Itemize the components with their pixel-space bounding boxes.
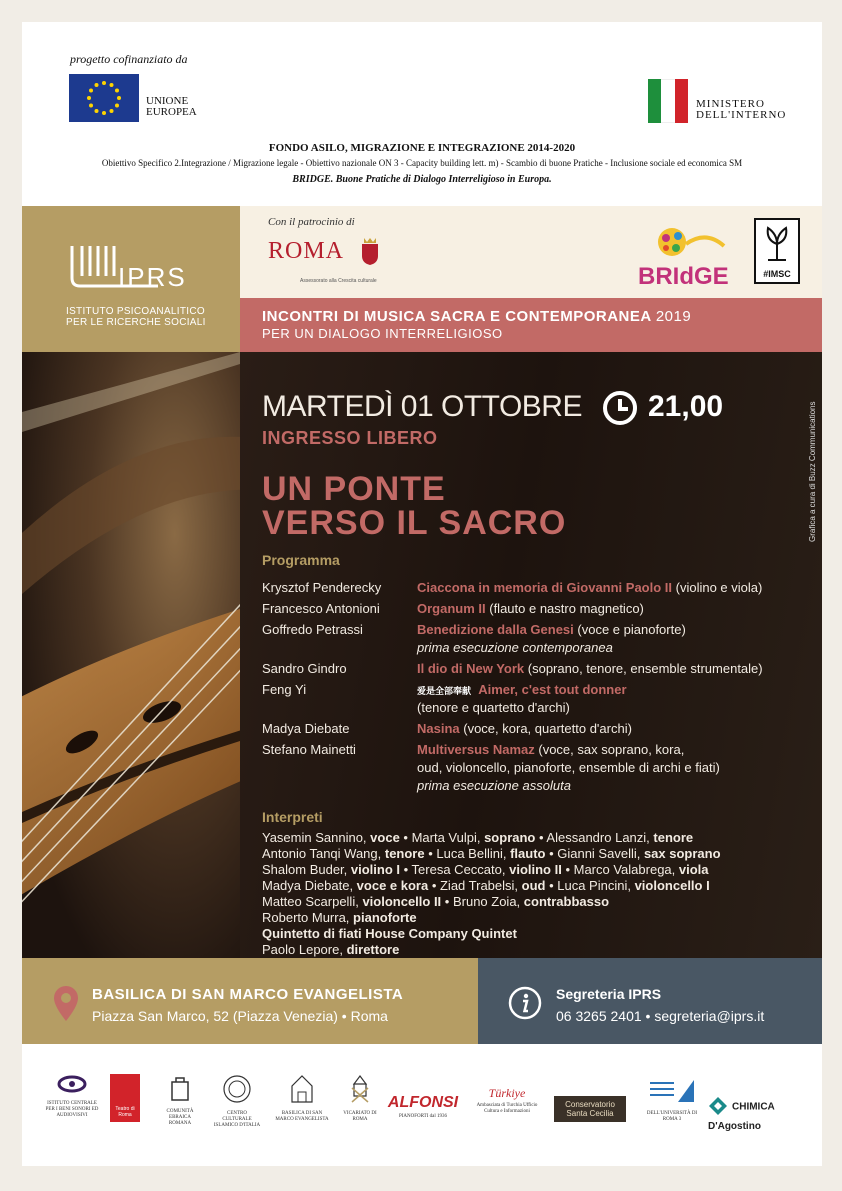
performer-name: • Luca Pincini, xyxy=(545,878,635,893)
composer: Feng Yi xyxy=(262,682,307,697)
sponsor-logo-teatro xyxy=(110,1074,144,1122)
performer-name: • Teresa Ceccato, xyxy=(400,862,510,877)
sponsor-logo-roma3 xyxy=(642,1076,702,1123)
sponsor-name: Teatro di Roma xyxy=(110,1074,140,1122)
performer-line xyxy=(262,878,710,894)
detail: (soprano, tenore, ensemble strumentale) xyxy=(524,661,763,676)
bridge-line: BRIDGE. Buone Pratiche di Dialogo Interreligioso in Europa. xyxy=(292,174,552,185)
program-note: oud, violoncello, pianoforte, ensemble di archi e fiati) xyxy=(417,760,720,775)
series-title xyxy=(262,308,691,325)
performer-line xyxy=(262,830,693,846)
ministry-label xyxy=(696,99,786,121)
event-date: MARTEDÌ 01 OTTOBRE xyxy=(262,390,582,423)
sponsor-name: BASILICA DI SAN MARCO EVANGELISTA xyxy=(275,1111,329,1122)
sponsor-name: DELL'UNIVERSITÀ DI ROMA 3 xyxy=(646,1111,698,1122)
patronage-label: Con il patrocinio di xyxy=(268,216,355,228)
venue-name: BASILICA DI SAN MARCO EVANGELISTA xyxy=(92,986,404,1003)
performer-name: • Marta Vulpi, xyxy=(399,830,485,845)
eu-line1: UNIONE xyxy=(146,95,189,107)
credit-text: Grafica a cura di Buzz Communications xyxy=(808,401,817,542)
event-time: 21,00 xyxy=(648,390,724,423)
performer-role: flauto xyxy=(510,846,546,861)
work: Benedizione dalla Genesi xyxy=(417,622,574,637)
imsc-text: #IMSC xyxy=(763,269,791,279)
performer-name: • Ziad Trabelsi, xyxy=(428,878,522,893)
detail: (violino e viola) xyxy=(672,580,763,595)
venue-block xyxy=(22,958,478,1044)
sponsor-name: ISTITUTO CENTRALE PER I BENI SONORI ED AUDIOVISIVI xyxy=(45,1101,99,1118)
sponsor-logo-vicariato xyxy=(340,1074,380,1123)
performer-name: Matteo Scarpelli, xyxy=(262,894,363,909)
title-line2: VERSO IL SACRO xyxy=(262,504,567,542)
composer: Madya Diebate xyxy=(262,721,350,736)
iprs-name: IPRS xyxy=(118,262,187,292)
performers-heading: Interpreti xyxy=(262,809,323,825)
program-heading: Programma xyxy=(262,552,340,568)
ministry-line1: MINISTERO xyxy=(696,98,765,110)
eu-line2: EUROPEA xyxy=(146,106,197,118)
contact-block xyxy=(478,958,822,1044)
poster xyxy=(22,22,822,1166)
composer: Sandro Gindro xyxy=(262,661,347,676)
eu-label xyxy=(146,96,197,118)
detail: (voce e pianoforte) xyxy=(573,622,686,637)
objective-text: Obiettivo Specifico 2.Integrazione / Migrazione legale - Obiettivo nazionale ON 3 - Capacity building lett. m) - Scambio di buone Pratiche - Inclusione sociale ed economica SM xyxy=(101,158,743,168)
performer-role: voce e kora xyxy=(356,878,429,893)
performer-role: contrabbasso xyxy=(523,894,610,909)
performer-name: • Gianni Savelli, xyxy=(545,846,644,861)
performer-role: violino I xyxy=(350,862,401,877)
performer-name: Yasemin Sannino, xyxy=(262,830,371,845)
contact-details: 06 3265 2401 • segreteria@iprs.it xyxy=(556,1008,765,1024)
composer: Stefano Mainetti xyxy=(262,742,356,757)
program-row xyxy=(262,622,686,637)
violin-photo xyxy=(22,352,240,958)
roma-crest-icon xyxy=(360,236,380,271)
performer-name: Antonio Tanqi Wang, xyxy=(262,846,385,861)
ministry-line2: DELL'INTERNO xyxy=(696,109,787,121)
eu-flag-icon xyxy=(69,74,139,122)
roma-logo: ROMA xyxy=(268,238,345,264)
sponsor-name: VICARIATO DI ROMA xyxy=(343,1111,377,1122)
program-note: (tenore e quartetto d'archi) xyxy=(417,700,570,715)
work: Organum II xyxy=(417,601,486,616)
sponsor-logo-turchia xyxy=(470,1086,544,1115)
composer: Francesco Antonioni xyxy=(262,601,380,616)
program-row xyxy=(262,721,632,736)
event-title xyxy=(262,472,566,540)
performer-role: sax soprano xyxy=(643,846,721,861)
clock-icon xyxy=(602,390,638,431)
sponsor-logo-basilica xyxy=(272,1074,332,1123)
series-year: 2019 xyxy=(655,308,692,325)
performer-role: Quintetto di fiati House Company Quintet xyxy=(262,926,517,941)
performer-name: Roberto Murra, xyxy=(262,910,354,925)
contact-title: Segreteria IPRS xyxy=(556,986,662,1002)
performer-line xyxy=(262,926,517,942)
imsc-logo xyxy=(754,218,800,284)
entry-label: INGRESSO LIBERO xyxy=(262,428,438,448)
title-line1: UN PONTE xyxy=(262,470,446,508)
composer: Krysztof Penderecky xyxy=(262,580,382,595)
detail: (voce, kora, quartetto d'archi) xyxy=(459,721,632,736)
project-text: progetto cofinanziato da xyxy=(70,52,188,66)
graphic-credit xyxy=(808,372,820,542)
work: Nasina xyxy=(417,721,460,736)
event-panel xyxy=(240,352,822,958)
sponsor-logo-comunita xyxy=(158,1074,202,1127)
performer-line xyxy=(262,894,609,910)
work: Aimer, c'est tout donner xyxy=(478,682,627,697)
performer-role: violoncello I xyxy=(634,878,710,893)
map-pin-icon xyxy=(52,984,80,1027)
detail: (voce, sax soprano, kora, xyxy=(534,742,685,757)
performer-role: tenore xyxy=(653,830,694,845)
performer-name: Madya Diebate, xyxy=(262,878,357,893)
performer-line xyxy=(262,862,709,878)
series-subtitle: PER UN DIALOGO INTERRELIGIOSO xyxy=(262,326,503,341)
sponsor-logo-centro-islamico xyxy=(212,1074,262,1129)
performer-role: violoncello II xyxy=(362,894,442,909)
performer-line xyxy=(262,942,399,958)
performer-role: viola xyxy=(678,862,709,877)
work: Il dio di New York xyxy=(417,661,525,676)
program-row xyxy=(262,580,762,595)
italy-flag-icon xyxy=(648,79,688,123)
performer-role: soprano xyxy=(484,830,536,845)
performer-role: pianoforte xyxy=(353,910,417,925)
program-row xyxy=(262,601,644,616)
program-note: prima esecuzione assoluta xyxy=(417,778,571,793)
program-row xyxy=(262,742,684,757)
sponsor-name: CHIMICA D'Agostino xyxy=(708,1101,775,1132)
sponsor-sub: PIANOFORTI dal 1936 xyxy=(398,1114,448,1119)
fund-title: FONDO ASILO, MIGRAZIONE E INTEGRAZIONE 2014-2020 xyxy=(268,142,576,154)
program-row xyxy=(262,661,763,676)
performer-role: tenore xyxy=(384,846,425,861)
performer-name: Paolo Lepore, xyxy=(262,942,347,957)
performer-line xyxy=(262,846,721,862)
sponsor-name: COMUNITÀ EBRAICA ROMANA xyxy=(166,1109,194,1126)
series-title-bar xyxy=(240,298,822,352)
sponsor-sub: Ambasciata di Turchia Ufficio Cultura e Informazioni xyxy=(476,1103,538,1114)
sponsor-logo-chimica xyxy=(708,1096,804,1134)
work: Multiversus Namaz xyxy=(417,742,535,757)
bridge-logo-text: BRIdGE xyxy=(638,263,729,288)
funding-header xyxy=(22,22,822,206)
performer-name: • Alessandro Lanzi, xyxy=(535,830,654,845)
sponsor-logo-icbsa xyxy=(42,1074,102,1119)
sponsor-name: Türkiye xyxy=(488,1086,526,1100)
sponsor-name: Conservatorio Santa Cecilia xyxy=(554,1096,626,1122)
performer-name: • Marco Valabrega, xyxy=(561,862,679,877)
series-name: INCONTRI DI MUSICA SACRA E CONTEMPORANEA xyxy=(262,308,652,325)
iprs-sub1: ISTITUTO PSICOANALITICO xyxy=(66,306,205,317)
program-note: prima esecuzione contemporanea xyxy=(417,640,613,655)
patronage-block xyxy=(240,206,822,298)
composer: Goffredo Petrassi xyxy=(262,622,363,637)
sponsor-name: CENTRO CULTURALE ISLAMICO D'ITALIA xyxy=(213,1111,261,1128)
sponsor-logos xyxy=(22,1044,822,1166)
performer-role: voce xyxy=(370,830,400,845)
sponsor-logo-alfonsi xyxy=(386,1094,460,1120)
performer-line xyxy=(262,910,417,926)
venue-address: Piazza San Marco, 52 (Piazza Venezia) • Roma xyxy=(92,1008,388,1024)
sponsor-name: ALFONSI xyxy=(387,1094,459,1111)
performer-role: violino II xyxy=(509,862,562,877)
iprs-subtitle xyxy=(66,306,206,328)
work-chinese: 爱是全部奉献 xyxy=(417,686,472,696)
info-icon xyxy=(508,986,542,1025)
program-row xyxy=(262,682,627,697)
performer-role: direttore xyxy=(346,942,400,957)
iprs-sub2: PER LE RICERCHE SOCIALI xyxy=(66,317,206,328)
sponsor-logo-conservatorio xyxy=(554,1096,626,1122)
roma-subtitle: Assessorato alla Crescita culturale xyxy=(300,278,377,284)
performer-role: oud xyxy=(521,878,546,893)
performer-name: • Luca Bellini, xyxy=(424,846,511,861)
performer-name: Shalom Buder, xyxy=(262,862,351,877)
iprs-block xyxy=(22,206,240,352)
detail: (flauto e nastro magnetico) xyxy=(485,601,644,616)
bridge-logo xyxy=(636,224,730,288)
performer-name: • Bruno Zoia, xyxy=(441,894,524,909)
work: Ciaccona in memoria di Giovanni Paolo II xyxy=(417,580,673,595)
